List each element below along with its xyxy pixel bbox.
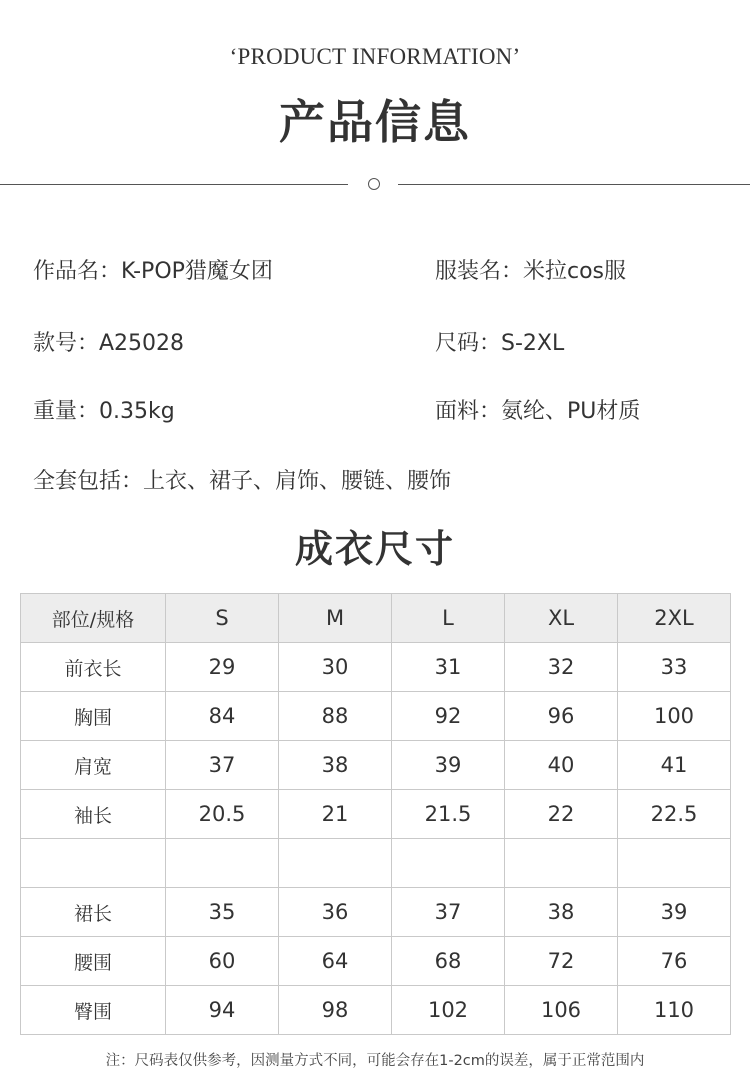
size-value-cell: 30 [279, 643, 392, 692]
info-work-name: 作品名：K-POP猎魔女团 [33, 259, 273, 284]
size-table-corner-label: 部位/规格 [21, 594, 166, 643]
table-row [21, 839, 731, 888]
size-value-cell: 110 [618, 986, 731, 1035]
row-label [21, 839, 166, 888]
size-value-cell: 96 [505, 692, 618, 741]
row-label: 肩宽 [21, 741, 166, 790]
info-style-no: 款号：A25028 [33, 331, 185, 356]
divider-left [0, 184, 348, 185]
size-value-cell: 36 [279, 888, 392, 937]
size-value-cell: 60 [166, 937, 279, 986]
size-value-cell: 102 [392, 986, 505, 1035]
size-value-cell: 64 [279, 937, 392, 986]
row-label: 胸围 [21, 692, 166, 741]
size-value-cell: 84 [166, 692, 279, 741]
size-value-cell: 39 [392, 741, 505, 790]
divider-circle-icon [368, 178, 380, 190]
size-note: 注：尺码表仅供参考，因测量方式不同，可能会存在1-2cm的误差，属于正常范围内 [105, 1053, 645, 1069]
size-header-cell: S [166, 594, 279, 643]
info-size-range: 尺码：S-2XL [435, 331, 565, 356]
table-row [21, 888, 731, 937]
size-value-cell: 20.5 [166, 790, 279, 839]
row-label: 袖长 [21, 790, 166, 839]
info-weight: 重量：0.35kg [33, 399, 175, 424]
page-title: 产品信息 [279, 95, 471, 149]
info-fabric: 面料：氨纶、PU材质 [435, 399, 641, 424]
size-value-cell: 38 [279, 741, 392, 790]
size-header-cell: L [392, 594, 505, 643]
table-row [21, 692, 731, 741]
size-value-cell: 68 [392, 937, 505, 986]
divider-right [398, 184, 750, 185]
size-value-cell [392, 839, 505, 888]
info-set-includes: 全套包括：上衣、裙子、肩饰、腰链、腰饰 [33, 469, 452, 494]
size-value-cell [505, 839, 618, 888]
size-value-cell: 72 [505, 937, 618, 986]
size-value-cell: 106 [505, 986, 618, 1035]
size-table-header-row [21, 594, 731, 643]
row-label: 腰围 [21, 937, 166, 986]
size-header-cell: XL [505, 594, 618, 643]
header-eyebrow: ‘PRODUCT INFORMATION’ [229, 44, 521, 69]
size-value-cell: 37 [166, 741, 279, 790]
size-value-cell: 33 [618, 643, 731, 692]
size-value-cell: 22.5 [618, 790, 731, 839]
size-value-cell [279, 839, 392, 888]
size-value-cell: 94 [166, 986, 279, 1035]
row-label: 前衣长 [21, 643, 166, 692]
table-row [21, 741, 731, 790]
row-label: 裙长 [21, 888, 166, 937]
size-value-cell: 29 [166, 643, 279, 692]
size-header-cell: 2XL [618, 594, 731, 643]
table-row [21, 937, 731, 986]
info-costume-name: 服装名：米拉cos服 [435, 259, 627, 284]
size-value-cell: 40 [505, 741, 618, 790]
size-value-cell: 39 [618, 888, 731, 937]
size-value-cell: 41 [618, 741, 731, 790]
size-header-cell: M [279, 594, 392, 643]
size-value-cell: 32 [505, 643, 618, 692]
row-label: 臀围 [21, 986, 166, 1035]
size-value-cell: 98 [279, 986, 392, 1035]
size-value-cell: 35 [166, 888, 279, 937]
size-section-title: 成衣尺寸 [294, 526, 455, 571]
size-value-cell [618, 839, 731, 888]
size-value-cell: 88 [279, 692, 392, 741]
size-value-cell: 92 [392, 692, 505, 741]
size-table [20, 593, 731, 1035]
size-value-cell: 21 [279, 790, 392, 839]
size-value-cell [166, 839, 279, 888]
size-value-cell: 37 [392, 888, 505, 937]
size-value-cell: 76 [618, 937, 731, 986]
table-row [21, 986, 731, 1035]
table-row [21, 643, 731, 692]
size-value-cell: 21.5 [392, 790, 505, 839]
size-value-cell: 38 [505, 888, 618, 937]
table-row [21, 790, 731, 839]
size-value-cell: 100 [618, 692, 731, 741]
size-value-cell: 22 [505, 790, 618, 839]
size-value-cell: 31 [392, 643, 505, 692]
